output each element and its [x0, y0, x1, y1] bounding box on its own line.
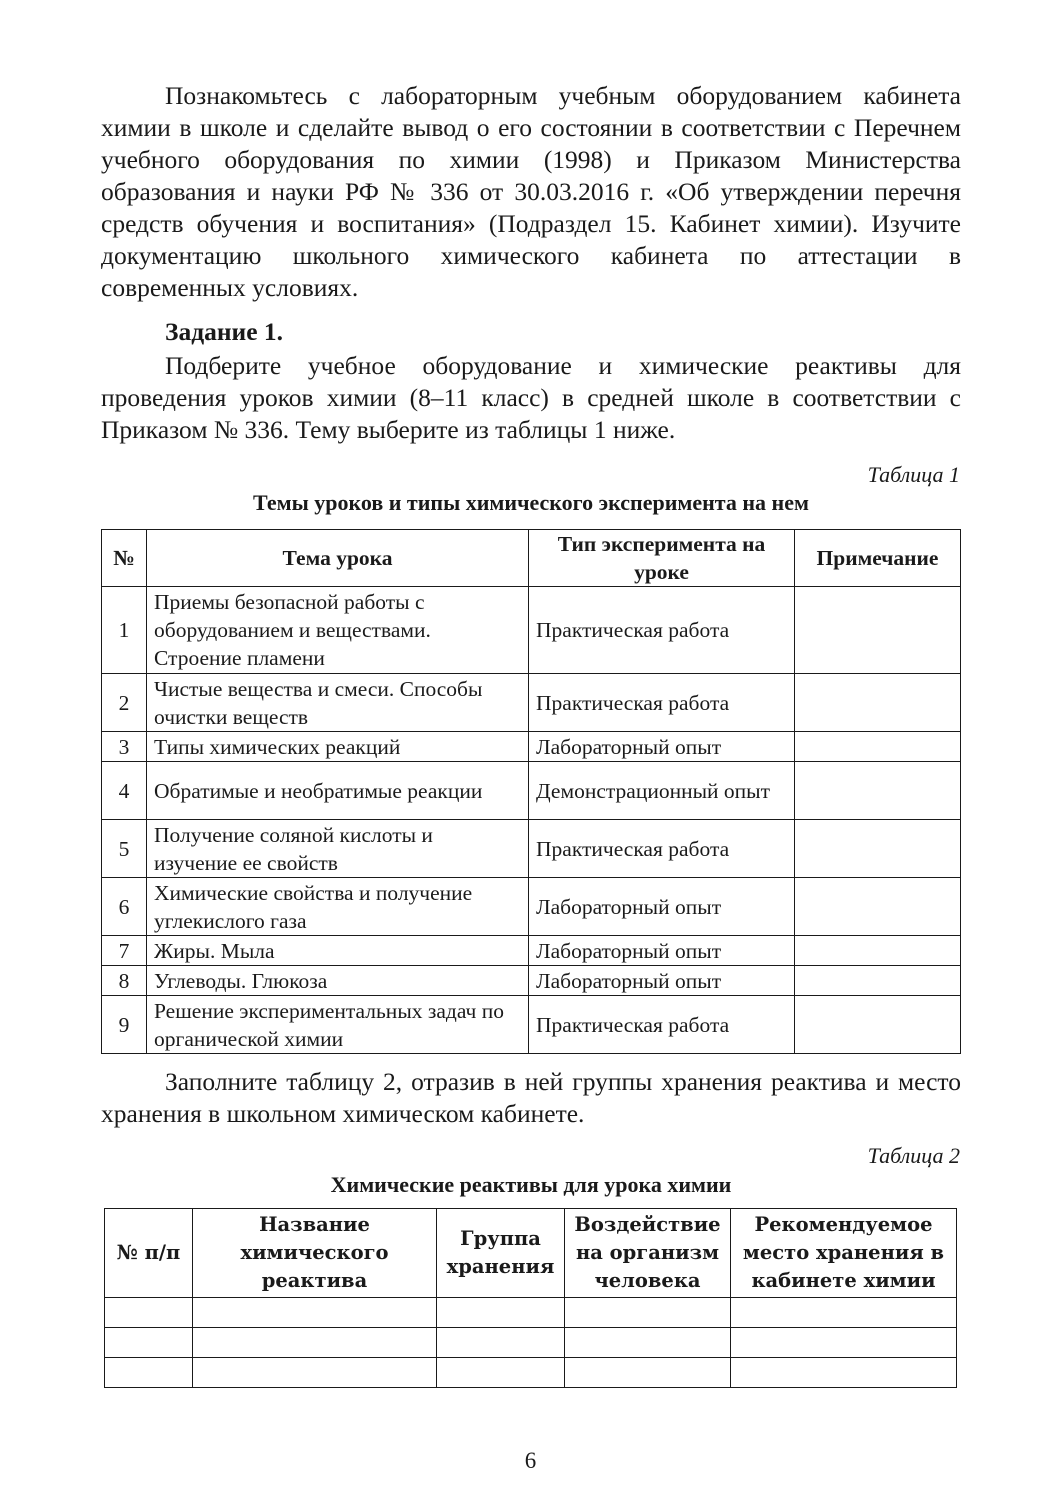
note-cell — [795, 762, 961, 820]
table-row — [102, 936, 961, 966]
experiment-type-cell: Лабораторный опыт — [529, 732, 795, 762]
header-reagent-name: Название химического реактива — [193, 1209, 437, 1298]
experiment-type-cell: Практическая работа — [529, 674, 795, 732]
empty-table-row — [105, 1298, 957, 1328]
table-2-body — [105, 1298, 957, 1388]
table-2-caption: Таблица 2 — [867, 1143, 960, 1168]
note-cell — [795, 878, 961, 936]
table-1-caption: Таблица 1 — [867, 462, 960, 487]
table-2-title: Химические реактивы для урока химии — [330, 1172, 732, 1197]
topic-cell: Углеводы. Глюкоза — [147, 966, 529, 996]
experiment-type-cell: Практическая работа — [529, 996, 795, 1054]
empty-cell — [731, 1328, 957, 1358]
empty-cell — [731, 1358, 957, 1388]
header-storage-place: Рекомендуемое место хранения в кабинете химии — [731, 1209, 957, 1298]
empty-table-row — [105, 1358, 957, 1388]
table-row — [102, 966, 961, 996]
table-row — [102, 820, 961, 878]
empty-cell — [437, 1298, 565, 1328]
empty-table-row — [105, 1328, 957, 1358]
empty-cell — [565, 1298, 731, 1328]
topic-cell: Приемы безопасной работы с оборудованием и веществами. Строение пламени — [147, 587, 529, 674]
empty-cell — [731, 1298, 957, 1328]
fill-instruction-paragraph — [101, 1066, 961, 1130]
table-row — [102, 674, 961, 732]
row-number-cell: 3 — [102, 732, 147, 762]
empty-cell — [105, 1298, 193, 1328]
reagents-table — [104, 1208, 957, 1388]
row-number-cell: 1 — [102, 587, 147, 674]
topic-cell: Чистые вещества и смеси. Способы очистки веществ — [147, 674, 529, 732]
topic-cell: Получение соляной кислоты и изучение ее свойств — [147, 820, 529, 878]
topic-cell: Решение экспериментальных задач по органической химии — [147, 996, 529, 1054]
page-number: 6 — [524, 1448, 537, 1473]
lesson-topics-table — [101, 529, 961, 1054]
task-1-paragraph — [101, 350, 961, 446]
empty-cell — [437, 1328, 565, 1358]
note-cell — [795, 966, 961, 996]
topic-cell: Химические свойства и получение углекислого газа — [147, 878, 529, 936]
empty-cell — [565, 1328, 731, 1358]
header-note: Примечание — [795, 530, 961, 587]
table-row — [102, 762, 961, 820]
note-cell — [795, 936, 961, 966]
empty-cell — [193, 1358, 437, 1388]
table-header-row — [102, 530, 961, 587]
note-cell — [795, 587, 961, 674]
row-number-cell: 4 — [102, 762, 147, 820]
experiment-type-cell: Практическая работа — [529, 587, 795, 674]
experiment-type-cell: Демонстрационный опыт — [529, 762, 795, 820]
experiment-type-cell: Практическая работа — [529, 820, 795, 878]
header-row-number: № п/п — [105, 1209, 193, 1298]
header-number: № — [102, 530, 147, 587]
table-row — [102, 996, 961, 1054]
empty-cell — [105, 1328, 193, 1358]
note-cell — [795, 674, 961, 732]
table-row — [102, 587, 961, 674]
row-number-cell: 8 — [102, 966, 147, 996]
note-cell — [795, 996, 961, 1054]
header-health-effect: Воздействие на организм человека — [565, 1209, 731, 1298]
table-header-row — [105, 1209, 957, 1298]
row-number-cell: 5 — [102, 820, 147, 878]
experiment-type-cell: Лабораторный опыт — [529, 936, 795, 966]
fill-instruction-text: Заполните таблицу 2, отразив в ней группы хранения реактива и место хранения в школьном химическом кабинете. — [101, 1067, 961, 1128]
intro-paragraph — [101, 80, 961, 304]
empty-cell — [193, 1298, 437, 1328]
row-number-cell: 6 — [102, 878, 147, 936]
intro-text: Познакомьтесь с лабораторным учебным оборудованием кабинета химии в школе и сделайте вывод о его состоянии в соответствии с Перечнем учебного оборудования по химии (1998) и Приказом Министерства образования и науки РФ № 336 от 30.03.2016 г. «Об утверждении перечня средств обучения и воспитания» (Подраздел 15. Кабинет химии). Изучите документацию школьного химического кабинета по аттестации в современных условиях. — [101, 81, 961, 302]
row-number-cell: 7 — [102, 936, 147, 966]
note-cell — [795, 820, 961, 878]
task-1-heading: Задание 1. — [165, 317, 284, 346]
table-row — [102, 732, 961, 762]
row-number-cell: 2 — [102, 674, 147, 732]
header-storage-group: Группа хранения — [437, 1209, 565, 1298]
experiment-type-cell: Лабораторный опыт — [529, 878, 795, 936]
empty-cell — [105, 1358, 193, 1388]
row-number-cell: 9 — [102, 996, 147, 1054]
topic-cell: Типы химических реакций — [147, 732, 529, 762]
experiment-type-cell: Лабораторный опыт — [529, 966, 795, 996]
table-1-title: Темы уроков и типы химического эксперимента на нем — [253, 490, 809, 515]
table-1-body — [102, 587, 961, 1054]
topic-cell: Жиры. Мыла — [147, 936, 529, 966]
empty-cell — [437, 1358, 565, 1388]
topic-cell: Обратимые и необратимые реакции — [147, 762, 529, 820]
table-row — [102, 878, 961, 936]
empty-cell — [565, 1358, 731, 1388]
header-experiment-type: Тип эксперимента на уроке — [529, 530, 795, 587]
task-1-text: Подберите учебное оборудование и химические реактивы для проведения уроков химии (8–11 класс) в средней школе в соответствии с Приказом № 336. Тему выберите из таблицы 1 ниже. — [101, 351, 961, 444]
note-cell — [795, 732, 961, 762]
header-topic: Тема урока — [147, 530, 529, 587]
empty-cell — [193, 1328, 437, 1358]
